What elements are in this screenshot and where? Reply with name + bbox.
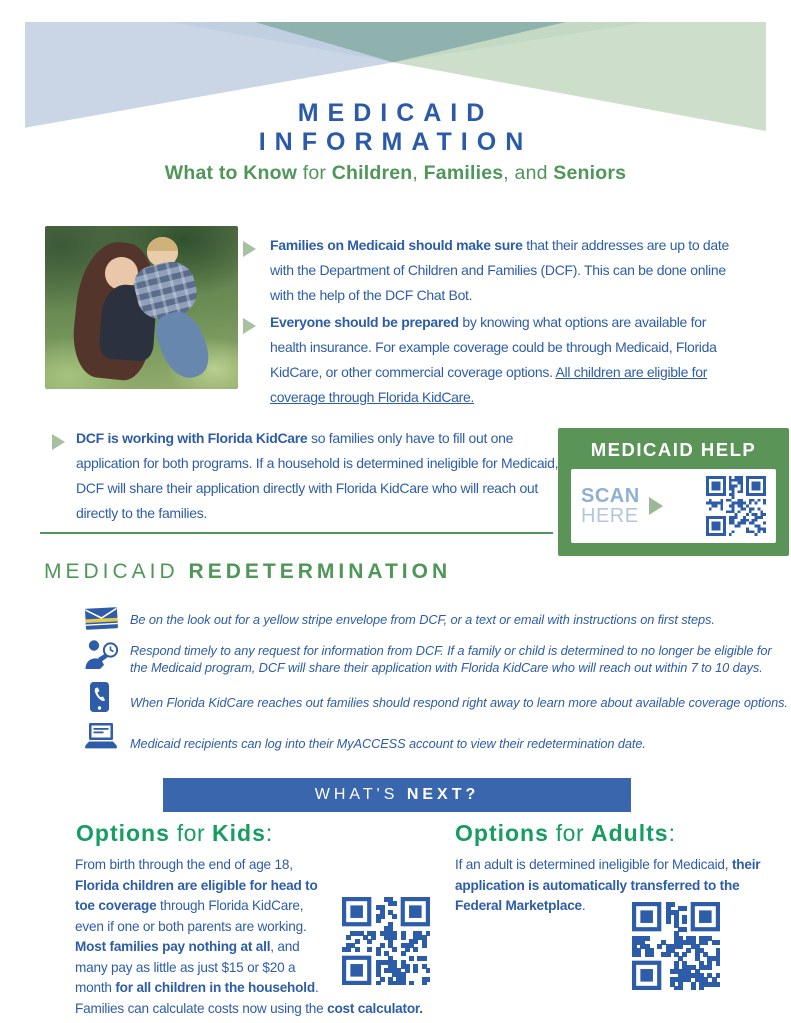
family-photo [45,226,238,389]
options-kids-text: From birth through the end of age 18, Florida children are eligible for head to toe coverage through Florida KidCare, even if one or both parents are working. Most families pay nothing at all, and many pay as little as just $15 or $20 a month for all children in the household. Families can calculate costs now using the cost calculator. [75,857,423,1016]
medicaid-help-qr-code [706,476,766,536]
scan-here-label: SCAN HERE [581,485,640,527]
person-clock-icon [83,638,121,670]
redetermination-item-myaccess: Medicaid recipients can log into their MyACCESS account to view their redetermination date. [130,736,646,751]
kids-qr-code [342,897,430,985]
scan-arrow-icon [649,497,663,515]
intro-bullet-dcf-kidcare: DCF is working with Florida KidCare so families only have to fill out one application for both programs. If a household is determined ineligible for Medicaid, DCF will share their application directly with Florida KidCare who will reach out directly to the families. [76,430,559,521]
divider-rule [40,532,553,534]
kidcare-eligibility-link[interactable]: All children are eligible for coverage through Florida KidCare. [270,364,708,405]
redetermination-item-respond: Respond timely to any request for information from DCF. If a family or child is determined to no longer be eligible for the Medicaid program, DCF will share their application with Florida KidCare who will reach out within 7 to 10 days. [130,643,772,675]
photo-boy-hair [147,237,178,250]
redetermination-heading: MEDICAID REDETERMINATION [44,560,452,583]
intro-bullet-prepared: Everyone should be prepared by knowing what options are available for health insurance. For example coverage could be through Medicaid, Florida KidCare, or other commercial coverage options. All children are eligible for coverage through Florida KidCare. [270,314,717,405]
page-title-line-2: INFORMATION [258,128,533,156]
laptop-icon [82,722,120,750]
intro-bullet-families: Families on Medicaid should make sure that their addresses are up to date with the Department of Children and Families (DCF). This can be done online with the help of the DCF Chat Bot. [270,237,729,303]
options-adults-heading: Options for Adults: [455,820,676,846]
page-subtitle: What to Know for Children, Families, and Seniors [164,162,627,184]
medicaid-help-title: MEDICAID HELP [590,439,757,460]
photo-boy-jeans [150,305,215,385]
bullet-arrow-icon [52,434,65,450]
whats-next-banner: WHAT'S NEXT? [163,778,631,812]
page-title-line-1: MEDICAID [297,99,494,127]
options-kids-heading: Options for Kids: [76,820,273,846]
phone-icon [89,681,110,713]
bullet-arrow-icon [243,318,256,334]
bullet-arrow-icon [243,241,256,257]
scan-here-panel [571,469,776,543]
options-adults-body: If an adult is determined ineligible for Medicaid, their application is automatically transferred to the Federal Marketplace. [455,857,761,913]
redetermination-item-envelope: Be on the look out for a yellow stripe envelope from DCF, or a text or email with instructions on first steps. [130,612,715,627]
redetermination-item-kidcare-reaches-out: When Florida KidCare reaches out families should respond right away to learn more about available coverage options. [130,695,788,710]
options-kids-body [75,855,430,1019]
medicaid-help-box [558,428,789,556]
adults-qr-code [632,902,720,990]
envelope-icon [84,606,120,632]
